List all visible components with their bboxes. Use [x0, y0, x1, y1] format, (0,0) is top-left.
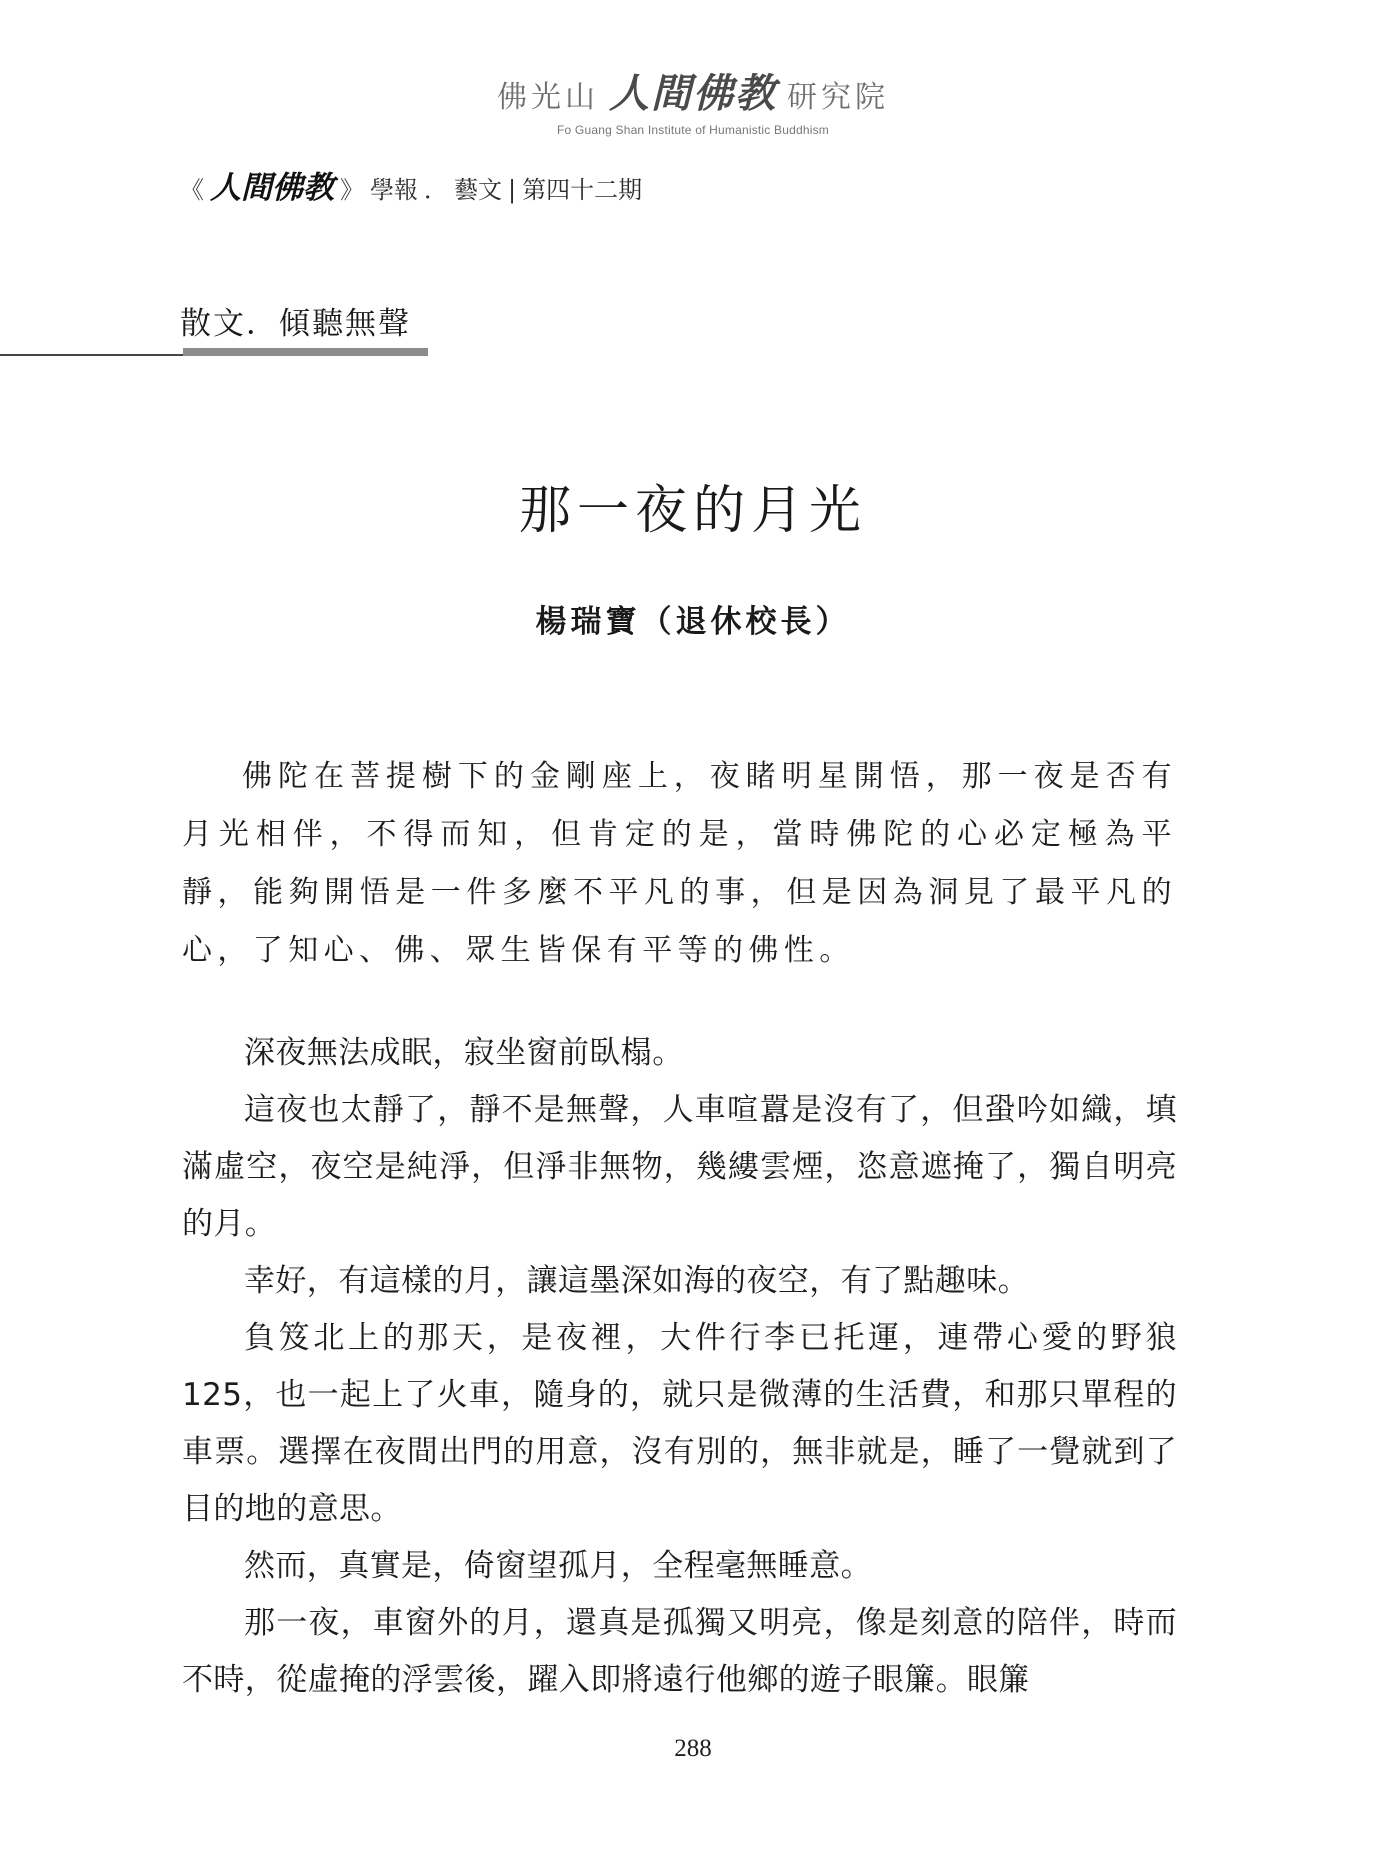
institute-name-suffix: 研究院 — [787, 80, 889, 115]
body-paragraph: 那一夜，車窗外的月，還真是孤獨又明亮，像是刻意的陪伴，時而不時，從虛掩的浮雲後，躍入即將遠行他鄉的遊子眼簾。眼簾 — [182, 1605, 1177, 1698]
body-paragraph: 然而，真實是，倚窗望孤月，全程毫無睡意。 — [244, 1548, 872, 1584]
article-title: 那一夜的月光 — [518, 481, 867, 541]
institute-brand-logo: 人間佛教 — [609, 70, 777, 117]
body-paragraph: 這夜也太靜了，靜不是無聲，人車喧囂是沒有了，但蛩吟如織，填滿虛空，夜空是純淨，但淨非無物，幾縷雲煙，恣意遮掩了，獨自明亮的月。 — [182, 1092, 1177, 1242]
journal-separator-dot: ． — [424, 176, 448, 204]
intro-paragraph: 佛陀在菩提樹下的金剛座上，夜睹明星開悟，那一夜是否有月光相伴，不得而知，但肯定的是，當時佛陀的心必定極為平靜，能夠開悟是一件多麼不平凡的事，但是因為洞見了最平凡的心，了知心、佛、眾生皆保有平等的佛性。 — [182, 759, 1177, 968]
institute-masthead — [0, 62, 1386, 137]
page-number: 288 — [674, 1735, 712, 1762]
section-title: 散文．傾聽無聲 — [180, 306, 411, 342]
institute-name-prefix: 佛光山 — [497, 80, 599, 115]
body-paragraph: 深夜無法成眠，寂坐窗前臥榻。 — [244, 1035, 684, 1071]
main-section — [182, 1025, 1177, 1709]
section-rule-accent — [183, 348, 428, 356]
journal-header — [180, 162, 642, 207]
institute-english-name: Fo Guang Shan Institute of Humanistic Buddhism — [556, 123, 829, 137]
journal-open-bracket: 《 — [180, 176, 204, 204]
intro-section — [182, 748, 1177, 980]
journal-issue: 第四十二期 — [522, 176, 643, 204]
journal-divider: | — [508, 176, 517, 204]
journal-category: 藝文 — [454, 176, 502, 204]
journal-brand-logo: 人間佛教 — [210, 170, 334, 206]
journal-name: 學報 — [370, 176, 418, 204]
body-paragraph: 負笈北上的那天，是夜裡，大件行李已托運，連帶心愛的野狼125，也一起上了火車，隨身的，就只是微薄的生活費，和那只單程的車票。選擇在夜間出門的用意，沒有別的，無非就是，睡了一覺就到了目的地的意思。 — [182, 1320, 1177, 1527]
journal-close-bracket: 》 — [340, 176, 364, 204]
article-author: 楊瑞寶（退休校長） — [535, 604, 851, 640]
body-paragraph: 幸好，有這樣的月，讓這墨深如海的夜空，有了點趣味。 — [244, 1263, 1029, 1299]
institute-name — [497, 62, 889, 119]
